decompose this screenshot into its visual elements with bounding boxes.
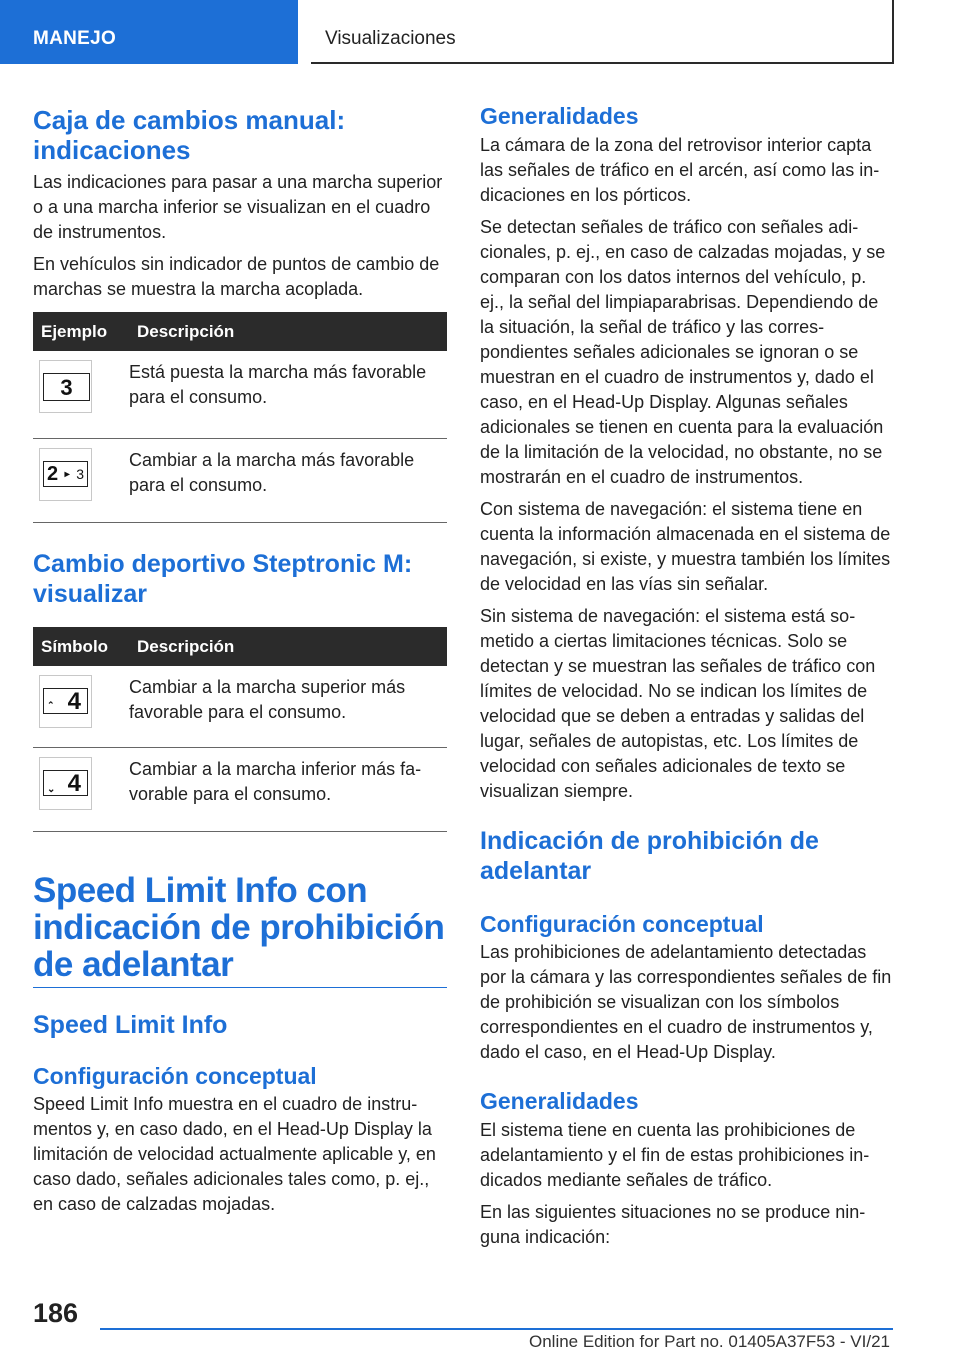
config-paragraph: Speed Limit Info muestra en el cuadro de instrumentos y, en caso dado, en el Head-Up Display la limitación de velocidad actualmente aplicable y, en caso dado, señales adicionales tales como, p. ej., en caso de calzadas mojadas.	[33, 1094, 436, 1214]
cambio-title: Cambio deportivo Steptronic M: visualizar	[33, 550, 413, 608]
gear-example-table	[33, 312, 447, 523]
row-description: Cambiar a la marcha inferior más favorable para el consumo.	[129, 748, 447, 832]
chapter-label: Visualizaciones	[325, 28, 456, 49]
section-tab	[0, 0, 298, 64]
gen2-paragraph-1: El sistema tiene en cuenta las prohibiciones de adelantamiento y el fin de estas prohibiciones indicados mediante señales de tráfico.	[480, 1120, 870, 1190]
section-label: MANEJO	[33, 28, 117, 49]
caja-paragraph-1: Las indicaciones para pasar a una marcha superior o a una marcha inferior se visualizan en el cuadro de instrumentos.	[33, 172, 443, 242]
left-column	[33, 100, 447, 1224]
table-row	[33, 439, 447, 523]
edition-text: Online Edition for Part no. 01405A37F53 - VI/21	[528, 1332, 890, 1351]
speed-big-title: Speed Limit Info con indicación de prohibición de adelantar	[33, 871, 445, 984]
col-header-descripcion: Descripción	[129, 312, 447, 351]
proh-title: Indicación de prohibición de adelantar	[480, 827, 819, 885]
page-number: 186	[33, 1298, 79, 1328]
row-description: Cambiar a la marcha más favorable para el consumo.	[129, 439, 447, 523]
col-header-descripcion: Descripción	[129, 627, 447, 666]
caja-title: Caja de cambios manual: indicaciones	[33, 105, 346, 165]
gen-title: Generalidades	[480, 103, 639, 129]
row-description: Está puesta la marcha más favorable para el consumo.	[129, 351, 447, 439]
steptronic-table	[33, 627, 447, 832]
row-description: Cambiar a la marcha superior más favorable para el consumo.	[129, 666, 447, 748]
caja-paragraph-2: En vehículos sin indicador de puntos de cambio de marchas se muestra la marcha acoplada.	[33, 254, 440, 299]
right-column	[480, 100, 894, 1257]
gen-paragraph-4: Sin sistema de navegación: el sistema está sometido a ciertas limitaciones técnicas. Solo se detectan y se muestran las señales de tráfico con límites de velocidad. No se indican los límites de velocidad que se deben a entradas y salidas del lugar, señales de autopistas, etc. Los límites de velocidad con señales adicionales de texto se visualizan siempre.	[480, 606, 876, 801]
gear-3-icon: 3	[39, 360, 92, 413]
gen-paragraph-1: La cámara de la zona del retrovisor interior capta las señales de tráfico en el arcén, así como las indicaciones en los pórticos.	[480, 135, 880, 205]
config-title: Configuración conceptual	[33, 1063, 317, 1089]
gen-paragraph-3: Con sistema de navegación: el sistema tiene en cuenta la información almacenada en el sistema de navegación, si existe, y muestra también los límites de velocidad en las vías sin señalar.	[480, 499, 891, 594]
config-paragraph-right: Las prohibiciones de adelantamiento detectadas por la cámara y las correspondientes señales de fin de prohibición se visualizan con los símbolos correspondientes en el cuadro de instrumentos y, dado el caso, en el Head-Up Display.	[480, 942, 892, 1062]
table-row	[33, 748, 447, 832]
gen2-title: Generalidades	[480, 1088, 639, 1114]
col-header-simbolo: Símbolo	[33, 627, 129, 666]
speed-sub-title: Speed Limit Info	[33, 1011, 228, 1039]
footer-rule	[100, 1328, 893, 1330]
col-header-ejemplo: Ejemplo	[33, 312, 129, 351]
speed-limit-heading	[33, 872, 447, 988]
gen2-paragraph-2: En las siguientes situaciones no se produce ninguna indicación:	[480, 1202, 866, 1247]
table-row	[33, 351, 447, 439]
gear-4-upshift-icon: ⌃ 4	[39, 675, 92, 728]
shift-2-to-3-icon: 2 ▸ 3	[39, 448, 92, 501]
gen-paragraph-2: Se detectan señales de tráfico con señales adicionales, p. ej., en caso de calzadas mojadas, y se comparan con los datos internos del vehículo, p. ej., la señal del limpiaparabrisas. Dependiendo de la situación, la señal de tráfico y las correspondientes señales adicionales se ignoran o se muestran en el cuadro de instrumentos y, dado el caso, en el Head-Up Display. Algunas señales adicionales se tienen en cuenta para la evaluación de la limitación de la velocidad, no obstante, no se mostrarán en el cuadro de instrumentos.	[480, 217, 886, 487]
chapter-header	[311, 0, 894, 64]
table-row	[33, 666, 447, 748]
config-title-right: Configuración conceptual	[480, 911, 764, 937]
gear-4-downshift-icon: ⌄ 4	[39, 757, 92, 810]
